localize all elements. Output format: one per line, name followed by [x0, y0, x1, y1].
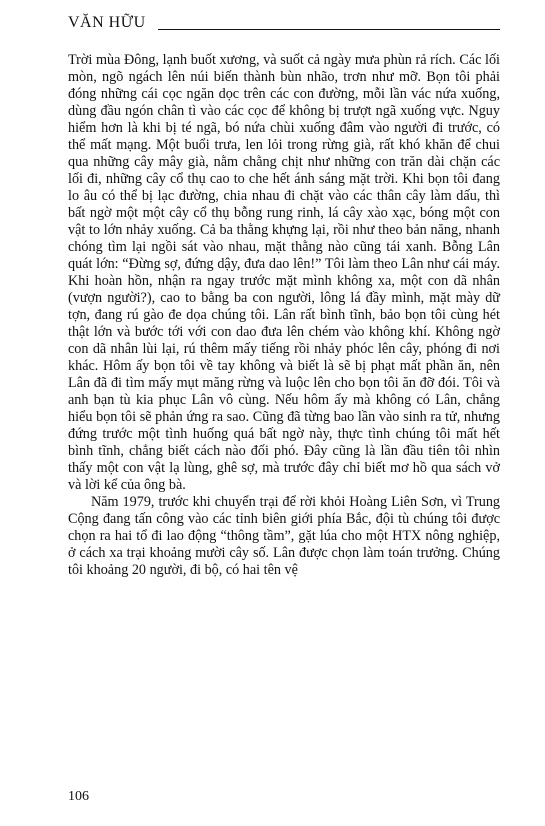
running-header: [68, 10, 500, 34]
page-number: 106: [68, 789, 89, 804]
paragraph-1: Trời mùa Đông, lạnh buốt xương, và suốt cả ngày mưa phùn rả rích. Các lối mòn, ngõ ngách lên núi biến thành bùn nhão, trơn như mỡ. Bọn tôi phải đóng những cái cọc ngăn dọc trên các con đường, mỗi lần vác nứa xuống, dùng đầu ngón chân tì vào các cọc để không bị trượt ngã xuống vực. Nguy hiểm hơn là khi bị té ngã, bó nứa chùi xuống đâm vào người đi trước, có thể mất mạng. Một buổi trưa, len lỏi trong rừng già, rất khó khăn để chui qua những cây mây già, nằm chằng chịt như những con trăn dài chặn các lối đi, những cây cổ thụ cao to che hết ánh sáng mặt trời. Khi bọn tôi đang lo âu có thể bị lạc đường, chia nhau đi chặt vào các thân cây làm dấu, thì bất ngờ một một cây cổ thụ bỗng rung rinh, lá cây xào xạc, bóng một con vật to lớn nhảy xuống. Cả ba thằng khựng lại, rồi như theo bản năng, nhanh chóng tìm lại ngồi sát vào nhau, mặt thằng nào cũng tái xanh. Bỗng Lân quát lớn: “Đừng sợ, đứng dậy, đưa dao lên!” Tôi làm theo Lân như cái máy. Khi hoàn hồn, nhận ra ngay trước mặt mình không xa, một con dã nhân (vượn người?), cao to bằng ba con người, lông lá đầy mình, mặt mày dữ tợn, đang rú gào đe dọa chúng tôi. Lân rất bình tĩnh, bảo bọn tôi cùng hét thật lớn và bước tới với con dao đưa lên chém vào không khí. Không ngờ con dã nhân lùi lại, rú thêm mấy tiếng rồi nhảy phóc lên cây, phóng đi nơi khác. Hôm ấy bọn tôi về tay không và biết là sẽ bị phạt mất phần ăn, nên Lân đã đi tìm mấy mụt măng rừng và luộc lên cho bọn tôi ăn đỡ đói. Tôi và anh bạn tù kia phục Lân vô cùng. Nếu hôm ấy mà không có Lân, chẳng hiểu bọn tôi sẽ phản ứng ra sao. Cũng đã từng bao lần vào sinh ra tử, nhưng đứng trước một tình huống quá bất ngờ này, thực tình chúng tôi mất hết bình tĩnh, chẳng biết cách nào đối phó. Đây cũng là lần đầu tiên tôi nhìn thấy một con vật lạ lùng, ghê sợ, mà trước đây chỉ biết mơ hồ qua sách vở và lời kể của ông bà.: [68, 52, 500, 493]
paragraph-2: Năm 1979, trước khi chuyển trại để rời khỏi Hoàng Liên Sơn, vì Trung Cộng đang tấn công vào các tỉnh biên giới phía Bắc, đội tù chúng tôi được chọn ra hai tổ đi lao động “thông tầm”, gặt lúa cho một HTX nông nghiệp, ở cách xa trại khoảng mười cây số. Lân được chọn làm toán trưởng. Chúng tôi khoảng 20 người, đi bộ, có hai tên vệ: [68, 494, 500, 578]
author-name: VĂN HỮU: [68, 14, 146, 31]
body-text: [68, 52, 500, 579]
header-rule: [158, 29, 500, 30]
